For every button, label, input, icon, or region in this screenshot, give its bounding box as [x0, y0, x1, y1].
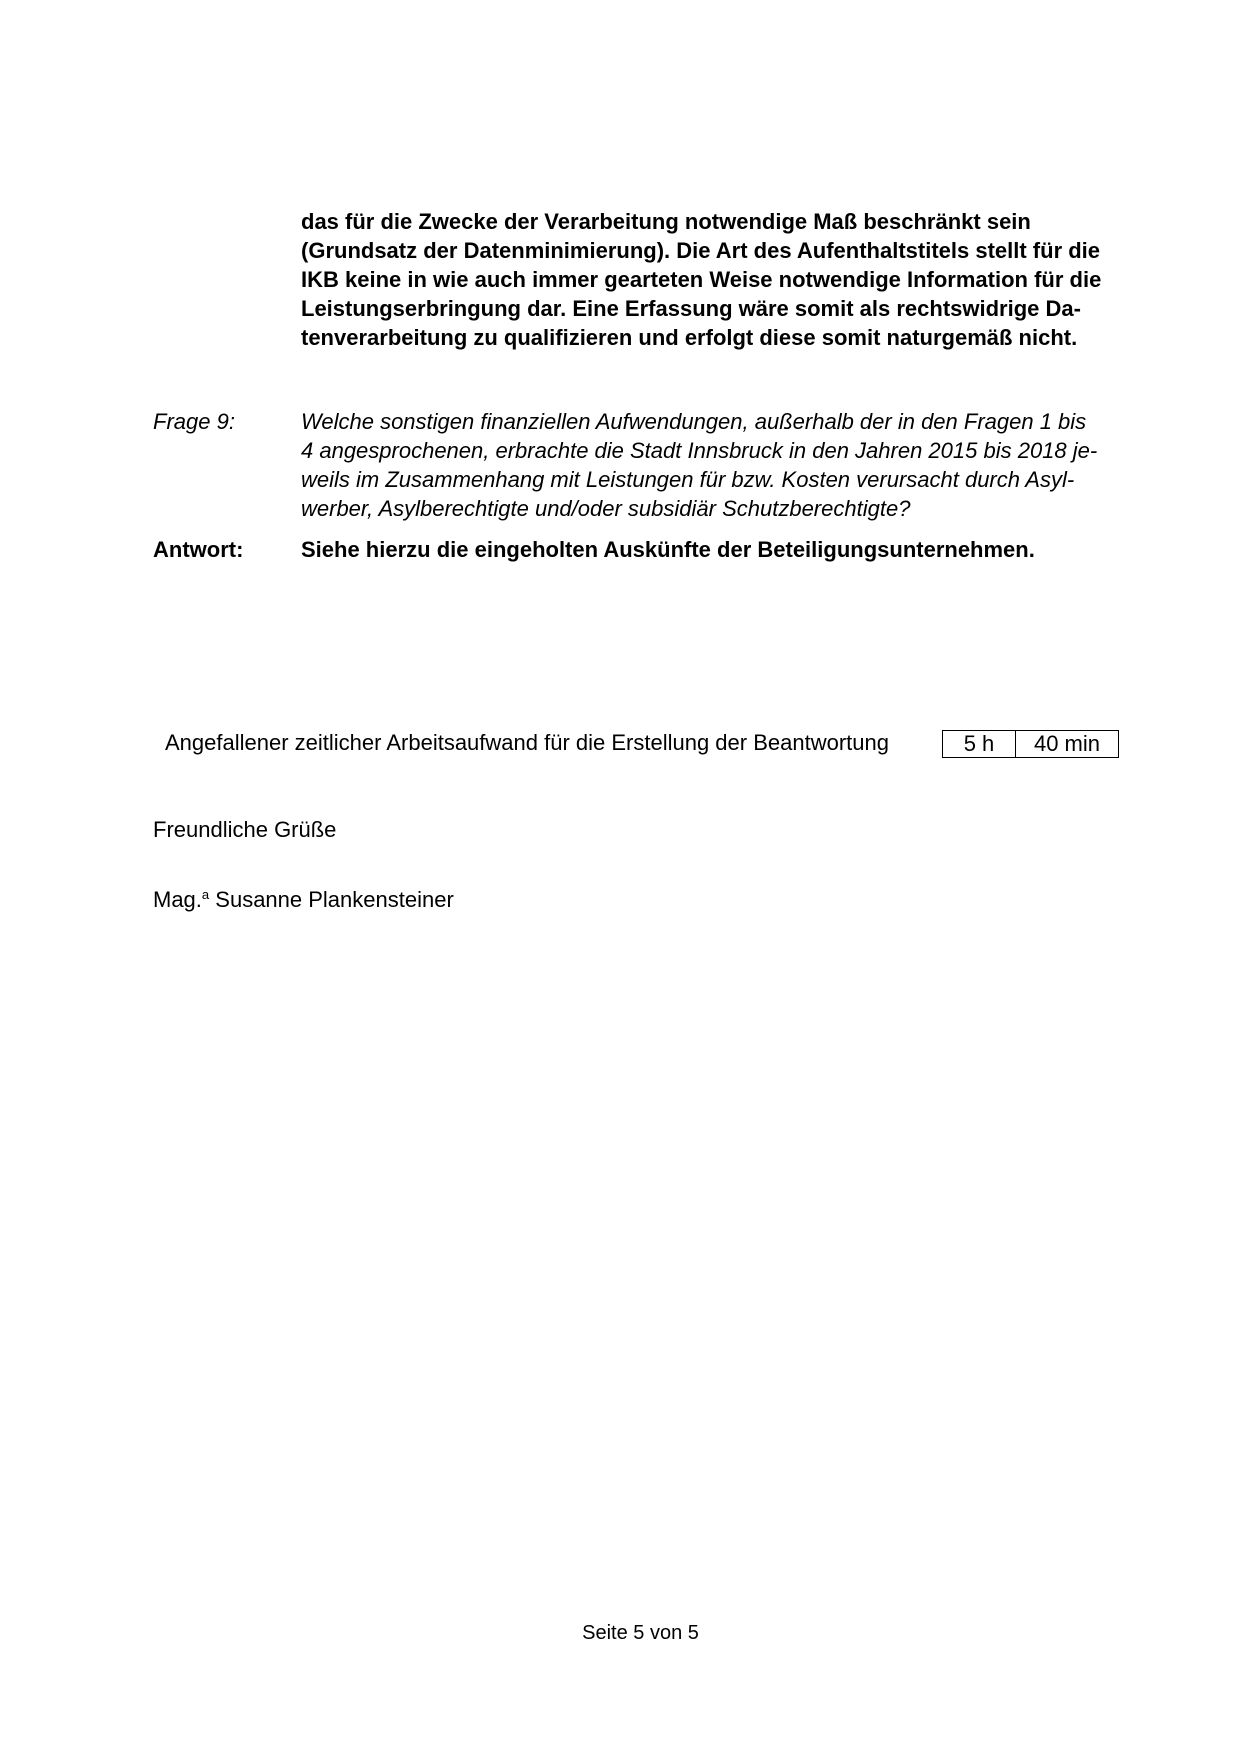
continuation-line: Leistungserbringung dar. Eine Erfassung wäre somit als rechtswidrige Da- — [301, 296, 1081, 321]
effort-hours-cell — [942, 730, 1016, 758]
effort-minutes: 40 min — [1033, 731, 1101, 756]
continuation-line: tenverarbeitung zu qualifizieren und erfolgt diese somit naturgemäß nicht. — [301, 325, 1078, 350]
answer-label: Antwort: — [153, 537, 244, 562]
effort-minutes-cell — [1015, 730, 1119, 758]
signatory-name: Susanne Plankensteiner — [215, 887, 454, 912]
continuation-paragraph — [301, 207, 1146, 352]
continuation-line: das für die Zwecke der Verarbeitung notwendige Maß beschränkt sein — [301, 209, 1031, 234]
signatory-title: Mag. — [153, 887, 202, 912]
page-number: Seite 5 von 5 — [582, 1622, 699, 1644]
effort-hours: 5 h — [963, 731, 995, 756]
question-line: Welche sonstigen finanziellen Aufwendungen, außerhalb der in den Fragen 1 bis — [301, 409, 1087, 434]
closing-greeting: Freundliche Grüße — [153, 817, 337, 842]
effort-label: Angefallener zeitlicher Arbeitsaufwand für die Erstellung der Beantwortung — [165, 730, 889, 755]
continuation-line: IKB keine in wie auch immer gearteten Weise notwendige Information für die — [301, 267, 1102, 292]
answer-text — [301, 535, 1146, 564]
effort-row — [165, 728, 889, 758]
continuation-line: (Grundsatz der Datenminimierung). Die Art des Aufenthaltstitels stellt für die — [301, 238, 1101, 263]
answer-line: Siehe hierzu die eingeholten Auskünfte der Beteiligungsunternehmen. — [301, 537, 1035, 562]
question-line: weils im Zusammenhang mit Leistungen für bzw. Kosten verursacht durch Asyl- — [301, 467, 1075, 492]
signatory-title-superscript: a — [201, 887, 210, 902]
question-label: Frage 9: — [153, 409, 235, 434]
question-line: 4 angesprochenen, erbrachte die Stadt Innsbruck in den Jahren 2015 bis 2018 je- — [301, 438, 1098, 463]
question-line: werber, Asylberechtigte und/oder subsidiär Schutzberechtigte? — [301, 496, 911, 521]
question-text — [301, 407, 1146, 523]
effort-table — [942, 730, 1118, 758]
signatory — [153, 885, 454, 914]
